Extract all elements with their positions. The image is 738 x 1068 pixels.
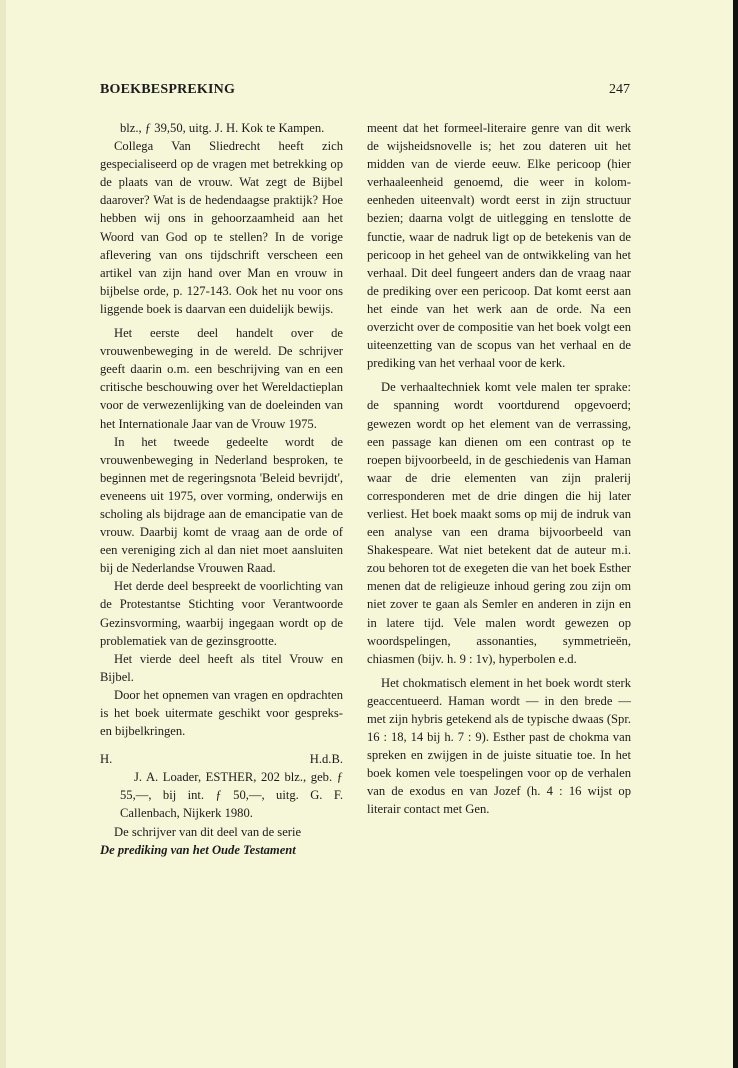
reference-continuation: blz., ƒ 39,50, uitg. J. H. Kok te Kampen. [120,121,325,135]
running-head: BOEKBESPREKING [100,82,236,97]
series-intro: De schrijver van dit deel van de serie [114,824,302,839]
page-edge [0,0,6,1068]
series-title: De prediking van het Oude Testament [100,842,296,857]
signature-left: H. [100,752,113,767]
paragraph: Het vierde deel heeft als titel Vrouw en Bijbel. [100,651,343,684]
paragraph: De verhaaltechniek komt vele malen ter sprake: de spanning wordt voortdurend opgevoerd; gewezen wordt op het element van de verrassing, een passage kan dienen om een contrast op te roepen bijvoorbeeld, in de geschiedenis van Haman waar de drie elementen van zijn pralerij corresponderen met de drie dingen die hij later verliest. Het boek maakt soms op mij de indruk van een analyse van een drama bijvoorbeeld van Shakespeare. Wat niet betekent dat de auteur m.i. zou behoren tot de exegeten die van het boek Esther menen dat de religieuze inhoud gering zou zijn om niet zover te gaan als Semler en anderen in zijn en in latere tijd. Vele malen wordt gewezen op woordspelingen, assonanties, symmetrieën, chiasmen (bijv. h. 9 : 1v), hyperbolen e.d. [367,380,631,666]
paragraph: Het derde deel bespreekt de voorlichting van de Protestantse Stichting voor Verantwoorde Gezinsvorming, waarbij ingegaan wordt op de problematiek van de gezinsgrootte. [100,579,343,648]
left-column [100,119,343,859]
signature-right: H.d.B. [309,752,343,767]
book-reference: J. A. Loader, ESTHER, 202 blz., geb. ƒ 55,—, bij int. ƒ 50,—, uitg. G. F. Callenbach, Nijkerk 1980. [120,770,343,821]
page-number: 247 [609,82,630,97]
right-column [367,119,631,819]
paragraph: Collega Van Sliedrecht heeft zich gespecialiseerd op de vragen met betrekking op de plaats van de vrouw. Wat zegt de Bijbel daarover? Wat is de hedendaagse praktijk? Hoe hebben wij ons in gehoorzaamheid aan het Woord van God op te stellen? In de vorige aflevering van ons tijdschrift verscheen een artikel van zijn hand over Man en vrouw in bijbelse orde, p. 127-143. Ook het nu voor ons liggende boek is daarvan een duidelijk bewijs. [100,139,343,316]
paragraph: Door het opnemen van vragen en opdrachten is het boek uitermate geschikt voor gespreks- en bijbelkringen. [100,687,343,739]
signature-line [100,750,343,768]
scan-border [733,0,738,1068]
paragraph: Het eerste deel handelt over de vrouwenbeweging in de wereld. De schrijver geeft daarin o.m. een beschrijving van en een critische beschouwing over het Wereldactieplan voor de verwezenlijking van de doeleinden van het Internationale Jaar van de Vrouw 1975. [100,326,343,431]
paragraph: In het tweede gedeelte wordt de vrouwenbeweging in Nederland besproken, te beginnen met de regeringsnota 'Beleid bevrijdt', eveneens uit 1975, over vorming, onderwijs en scholing als bijdrage aan de emancipatie van de vrouw. Daarbij komt de vraag aan de orde of een vereniging zich al dan niet moet aansluiten bij de Nederlandse Vrouwen Raad. [100,434,343,576]
paragraph: Het chokmatisch element in het boek wordt sterk geaccentueerd. Haman wordt — in den brede — met zijn hybris getekend als de typische dwaas (Spr. 16 : 18, 14 bij h. 7 : 9). Esther past de chokma van spreken en zwijgen in de juiste situatie toe. In het boek komen vele toespelingen voor op de verhalen van de exodus en van Jozef (h. 4 : 16 wijst op literair contact met Gen. [367,675,631,817]
paragraph: meent dat het formeel-literaire genre van dit werk de wijsheidsnovelle is; het zou dateren uit het midden van de vierde eeuw. Elke pericoop (hier verhaaleenheid genoemd, die weer in kolom-eenheden uiteenvalt) wordt eerst in zijn structuur bezien; daarna volgt de uitlegging en tenslotte de functie, waar de nadruk ligt op de betekenis van de pericoop in het geheel van de ontwikkeling van het verhaal. Dit deel fungeert anders dan de vraag naar de prediking over een pericoop. Dat komt eerst aan het einde van het werk aan de orde. Na een overzicht over de compositie van het boek volgt een uiteenzetting van de scopus van het verhaal en de prediking van het verhaal voor de kerk. [367,121,631,371]
